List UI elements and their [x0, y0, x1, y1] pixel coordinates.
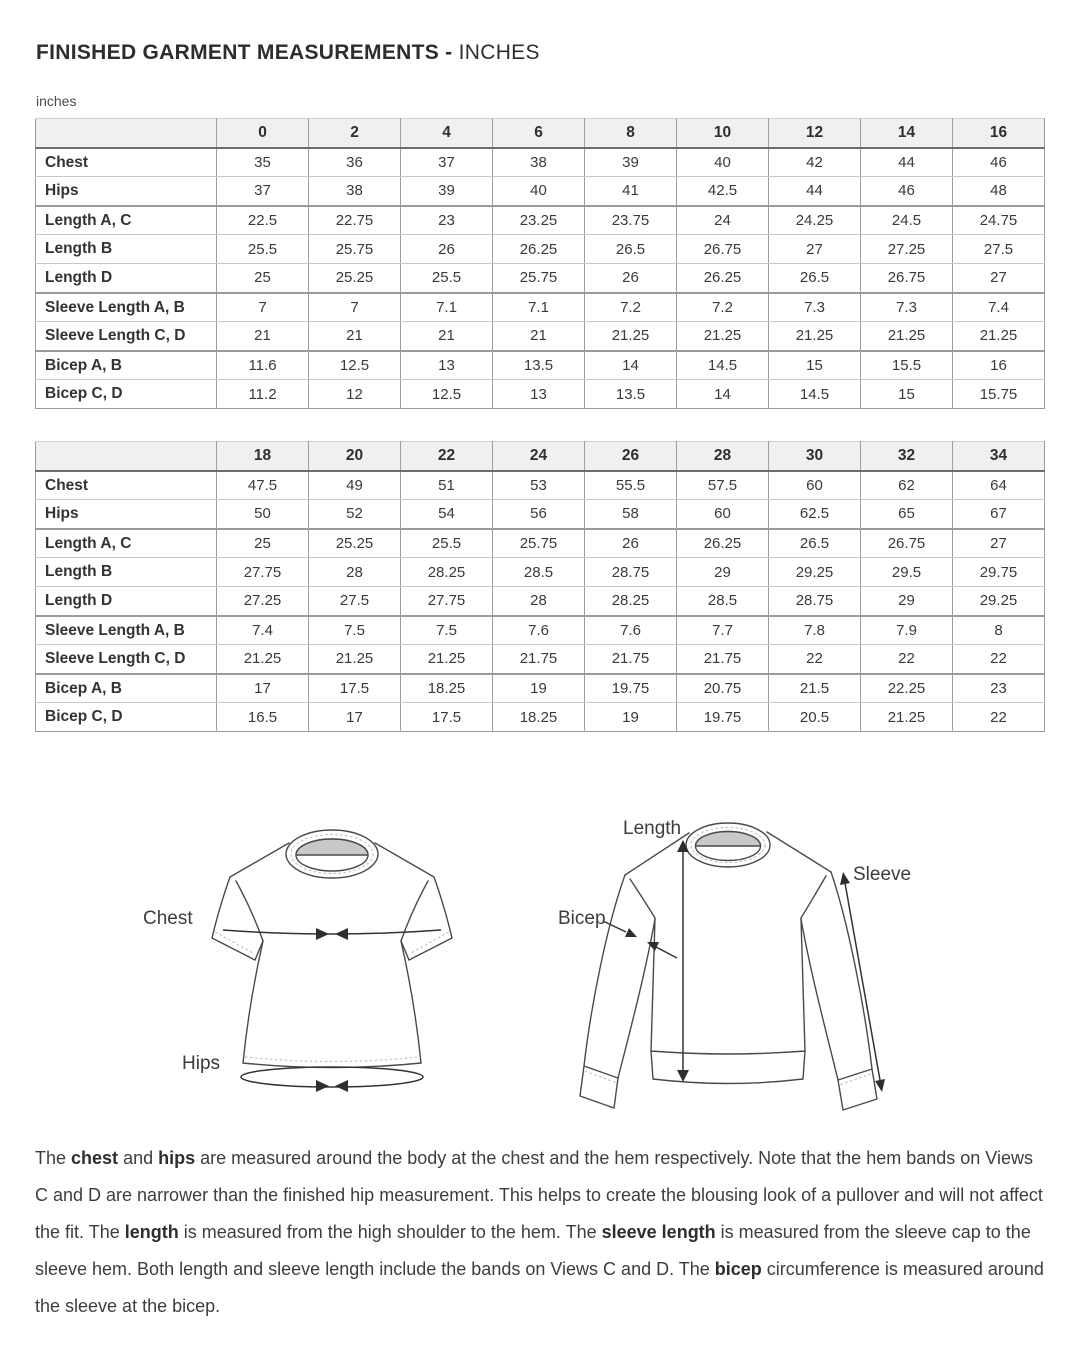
measurement-cell: 22.5	[217, 206, 309, 235]
measurement-cell: 48	[953, 177, 1045, 206]
size-column-header: 8	[585, 119, 677, 148]
measurement-cell: 26.5	[769, 264, 861, 293]
measurement-cell: 21	[401, 322, 493, 351]
measurement-cell: 27.25	[217, 587, 309, 616]
measurement-cell: 15	[769, 351, 861, 380]
measurement-cell: 26.75	[861, 529, 953, 558]
size-column-header: 26	[585, 442, 677, 471]
size-column-header: 6	[493, 119, 585, 148]
description-text: and	[118, 1148, 159, 1168]
row-label: Sleeve Length A, B	[36, 293, 217, 322]
row-label: Sleeve Length C, D	[36, 322, 217, 351]
measurement-cell: 38	[493, 148, 585, 177]
cuff-stitch-left	[585, 1071, 617, 1083]
bicep-label: Bicep	[558, 908, 606, 929]
measurement-cell: 37	[217, 177, 309, 206]
armhole-seam-right	[801, 876, 826, 918]
measurement-cell: 21.25	[309, 645, 401, 674]
measurement-cell: 18.25	[401, 674, 493, 703]
size-column-header: 0	[217, 119, 309, 148]
measurement-cell: 19.75	[677, 703, 769, 732]
hem-stitch	[245, 1057, 419, 1062]
measurement-cell: 12.5	[309, 351, 401, 380]
measurement-cell: 27	[953, 264, 1045, 293]
measurement-cell: 17	[309, 703, 401, 732]
row-label: Chest	[36, 471, 217, 500]
length-arrow	[677, 840, 689, 1082]
measurement-cell: 19	[585, 703, 677, 732]
size-column-header: 14	[861, 119, 953, 148]
measurement-cell: 26.25	[493, 235, 585, 264]
measurement-cell: 55.5	[585, 471, 677, 500]
measurement-cell: 21	[309, 322, 401, 351]
measurement-cell: 7	[217, 293, 309, 322]
measurement-cell: 64	[953, 471, 1045, 500]
measurement-cell: 29.75	[953, 558, 1045, 587]
armhole-seam-left	[630, 879, 655, 918]
description-text: is measured from the high shoulder to the hem. The	[178, 1222, 602, 1242]
table-row	[36, 351, 1045, 380]
row-label: Bicep C, D	[36, 703, 217, 732]
measurement-cell: 7.1	[493, 293, 585, 322]
measurement-cell: 21	[493, 322, 585, 351]
measurement-cell: 7.6	[585, 616, 677, 645]
measurement-cell: 25.5	[401, 529, 493, 558]
table-row	[36, 616, 1045, 645]
measurement-cell: 26.5	[769, 529, 861, 558]
measurement-cell: 28.75	[585, 558, 677, 587]
measurement-cell: 29	[861, 587, 953, 616]
size-column-header: 30	[769, 442, 861, 471]
measurement-cell: 41	[585, 177, 677, 206]
measurement-cell: 28.25	[585, 587, 677, 616]
description-text: The	[35, 1148, 72, 1168]
length-label: Length	[623, 818, 682, 839]
measurement-cell: 26.5	[585, 235, 677, 264]
measurement-cell: 7.3	[769, 293, 861, 322]
bicep-arrows	[603, 921, 677, 958]
table-row	[36, 380, 1045, 409]
measurement-cell: 58	[585, 500, 677, 529]
measurement-cell: 22	[953, 645, 1045, 674]
hem-band-top	[651, 1051, 805, 1054]
description-bold-term: hips	[158, 1148, 196, 1168]
row-label: Length A, C	[36, 206, 217, 235]
measurement-cell: 56	[493, 500, 585, 529]
measurement-cell: 21.75	[677, 645, 769, 674]
row-label: Length B	[36, 235, 217, 264]
measurement-cell: 21.25	[953, 322, 1045, 351]
measurement-cell: 7.2	[677, 293, 769, 322]
measurement-cell: 54	[401, 500, 493, 529]
measurement-cell: 7.2	[585, 293, 677, 322]
measurement-cell: 28.5	[493, 558, 585, 587]
measurement-cell: 29.5	[861, 558, 953, 587]
measurement-cell: 13	[493, 380, 585, 409]
row-label: Length A, C	[36, 529, 217, 558]
hips-label: Hips	[182, 1053, 221, 1074]
measurement-cell: 39	[585, 148, 677, 177]
row-label: Hips	[36, 177, 217, 206]
table-row	[36, 674, 1045, 703]
measurement-cell: 21.25	[861, 322, 953, 351]
measurement-cell: 21.25	[677, 322, 769, 351]
corner-cell	[36, 442, 217, 471]
measurement-cell: 7.5	[309, 616, 401, 645]
measurement-cell: 67	[953, 500, 1045, 529]
measurement-cell: 36	[309, 148, 401, 177]
size-column-header: 24	[493, 442, 585, 471]
measurement-cell: 14	[585, 351, 677, 380]
measurement-cell: 25	[217, 529, 309, 558]
table-row	[36, 471, 1045, 500]
measurement-cell: 26	[585, 529, 677, 558]
description-text: are measured around the body at the chest and the hem respectively. Note that the hem bands on Views C and D are narrower than the finished hip measurement. This helps to create the blousing look of a pullover and will not affect the fit. The	[35, 1148, 1043, 1242]
table-row	[36, 500, 1045, 529]
measurement-cell: 7.4	[217, 616, 309, 645]
description-text: circumference is measured around the sleeve at the bicep.	[35, 1259, 1044, 1316]
row-label: Sleeve Length C, D	[36, 645, 217, 674]
measurement-cell: 22.25	[861, 674, 953, 703]
measurement-cell: 39	[401, 177, 493, 206]
description-bold-term: length	[124, 1222, 179, 1242]
measurement-cell: 57.5	[677, 471, 769, 500]
tee-collar	[286, 830, 378, 878]
table-row	[36, 703, 1045, 732]
measurement-cell: 16	[953, 351, 1045, 380]
measurement-cell: 49	[309, 471, 401, 500]
page-title-bold: FINISHED GARMENT MEASUREMENTS -	[36, 41, 453, 64]
hem-band-bottom	[653, 1079, 803, 1084]
header-row	[36, 442, 1045, 471]
measurement-cell: 25.25	[309, 264, 401, 293]
measurement-cell: 62.5	[769, 500, 861, 529]
measurement-cell: 16.5	[217, 703, 309, 732]
size-column-header: 20	[309, 442, 401, 471]
measurement-cell: 21.25	[585, 322, 677, 351]
hips-measure-arrows	[241, 1067, 423, 1092]
cuff-stitch-right	[839, 1074, 871, 1085]
size-column-header: 28	[677, 442, 769, 471]
measurement-cell: 21.5	[769, 674, 861, 703]
table-row	[36, 235, 1045, 264]
measurement-cell: 24	[677, 206, 769, 235]
description-bold-term: chest	[71, 1148, 119, 1168]
size-column-header: 18	[217, 442, 309, 471]
row-label: Bicep C, D	[36, 380, 217, 409]
table-row	[36, 587, 1045, 616]
measurement-cell: 40	[493, 177, 585, 206]
measurement-cell: 37	[401, 148, 493, 177]
size-column-header: 12	[769, 119, 861, 148]
measurement-cell: 21.25	[401, 645, 493, 674]
measurement-cell: 17.5	[401, 703, 493, 732]
measurement-cell: 25	[217, 264, 309, 293]
measurement-cell: 25.75	[493, 529, 585, 558]
measurement-cell: 27	[769, 235, 861, 264]
hips-measure-ellipse	[241, 1067, 423, 1087]
measurement-cell: 62	[861, 471, 953, 500]
measurement-cell: 25.5	[217, 235, 309, 264]
measurement-cell: 11.6	[217, 351, 309, 380]
tee-front-diagram	[195, 828, 465, 1113]
units-label: inches	[36, 93, 77, 109]
row-label: Length D	[36, 587, 217, 616]
measurement-cell: 44	[861, 148, 953, 177]
measurement-cell: 14.5	[769, 380, 861, 409]
measurement-cell: 26.25	[677, 529, 769, 558]
measurement-cell: 26	[401, 235, 493, 264]
measurement-cell: 18.25	[493, 703, 585, 732]
measurement-cell: 19.75	[585, 674, 677, 703]
table-row	[36, 322, 1045, 351]
sweatshirt-collar	[686, 823, 770, 867]
chest-measure-arrows	[223, 928, 441, 940]
size-column-header: 22	[401, 442, 493, 471]
measurement-cell: 27	[953, 529, 1045, 558]
measurement-cell: 11.2	[217, 380, 309, 409]
measurement-cell: 27.5	[309, 587, 401, 616]
sleeve-arrow	[840, 872, 885, 1092]
measurement-cell: 21.25	[769, 322, 861, 351]
measurement-cell: 15.5	[861, 351, 953, 380]
measurement-cell: 7.4	[953, 293, 1045, 322]
measurement-cell: 52	[309, 500, 401, 529]
measurement-cell: 60	[769, 471, 861, 500]
measurement-cell: 21	[217, 322, 309, 351]
measurement-cell: 7.7	[677, 616, 769, 645]
measurement-cell: 22	[769, 645, 861, 674]
measurement-cell: 26.75	[677, 235, 769, 264]
size-column-header: 32	[861, 442, 953, 471]
measurement-cell: 22.75	[309, 206, 401, 235]
measurement-cell: 20.5	[769, 703, 861, 732]
sweatshirt-front-diagram	[555, 815, 905, 1115]
row-label: Bicep A, B	[36, 674, 217, 703]
measurement-cell: 7.8	[769, 616, 861, 645]
measurement-cell: 23.75	[585, 206, 677, 235]
measurement-cell: 46	[861, 177, 953, 206]
measurement-cell: 8	[953, 616, 1045, 645]
measurement-cell: 27.5	[953, 235, 1045, 264]
table-row	[36, 529, 1045, 558]
measurement-cell: 15.75	[953, 380, 1045, 409]
row-label: Length B	[36, 558, 217, 587]
measurement-cell: 25.75	[493, 264, 585, 293]
table-row	[36, 558, 1045, 587]
measurement-cell: 23	[401, 206, 493, 235]
measurement-cell: 40	[677, 148, 769, 177]
measurement-cell: 7.6	[493, 616, 585, 645]
measurement-cell: 28.5	[677, 587, 769, 616]
measurement-cell: 14.5	[677, 351, 769, 380]
description-bold-term: sleeve length	[601, 1222, 716, 1242]
measurement-cell: 20.75	[677, 674, 769, 703]
measurement-cell: 7.3	[861, 293, 953, 322]
measurement-cell: 17	[217, 674, 309, 703]
size-column-header: 4	[401, 119, 493, 148]
measurement-cell: 27.75	[401, 587, 493, 616]
measurement-cell: 42	[769, 148, 861, 177]
page-title-regular: INCHES	[458, 41, 540, 64]
size-table-small-sizes	[35, 118, 1045, 409]
description	[35, 1140, 1050, 1325]
measurement-cell: 26	[585, 264, 677, 293]
chest-label: Chest	[143, 908, 193, 929]
measurement-cell: 19	[493, 674, 585, 703]
measurement-cell: 25.75	[309, 235, 401, 264]
measurement-cell: 53	[493, 471, 585, 500]
measurement-cell: 12.5	[401, 380, 493, 409]
measurement-cell: 28	[309, 558, 401, 587]
size-column-header: 2	[309, 119, 401, 148]
measurement-cell: 29.25	[953, 587, 1045, 616]
measurement-cell: 7.5	[401, 616, 493, 645]
measurement-cell: 21.75	[493, 645, 585, 674]
measurement-cell: 38	[309, 177, 401, 206]
measurement-cell: 7	[309, 293, 401, 322]
measurement-cell: 25.25	[309, 529, 401, 558]
sweatshirt-body-outline	[580, 832, 877, 1110]
cuff-right	[838, 1069, 877, 1110]
measurement-cell: 47.5	[217, 471, 309, 500]
measurement-cell: 27.25	[861, 235, 953, 264]
measurement-cell: 21.75	[585, 645, 677, 674]
measurement-cell: 15	[861, 380, 953, 409]
measurement-cell: 60	[677, 500, 769, 529]
corner-cell	[36, 119, 217, 148]
measurement-cell: 28.75	[769, 587, 861, 616]
measurement-cell: 24.75	[953, 206, 1045, 235]
measurement-cell: 27.75	[217, 558, 309, 587]
row-label: Length D	[36, 264, 217, 293]
measurement-cell: 24.5	[861, 206, 953, 235]
measurement-cell: 44	[769, 177, 861, 206]
measurement-cell: 50	[217, 500, 309, 529]
measurement-cell: 21.25	[861, 703, 953, 732]
measurement-cell: 14	[677, 380, 769, 409]
measurement-cell: 35	[217, 148, 309, 177]
measurement-cell: 25.5	[401, 264, 493, 293]
table-row	[36, 148, 1045, 177]
cuff-left	[580, 1066, 618, 1108]
measurement-cell: 13.5	[585, 380, 677, 409]
measurement-cell: 29	[677, 558, 769, 587]
description-text: is measured from the sleeve cap to the sleeve hem. Both length and sleeve length include the bands on Views C and D. The	[35, 1222, 1031, 1279]
size-column-header: 34	[953, 442, 1045, 471]
size-table-large-sizes	[35, 441, 1045, 732]
measurement-cell: 23.25	[493, 206, 585, 235]
table-row	[36, 206, 1045, 235]
header-row	[36, 119, 1045, 148]
row-label: Chest	[36, 148, 217, 177]
table-row	[36, 264, 1045, 293]
measurement-cell: 7.1	[401, 293, 493, 322]
measurement-cell: 65	[861, 500, 953, 529]
table-row	[36, 293, 1045, 322]
measurement-cell: 13.5	[493, 351, 585, 380]
measurement-cell: 29.25	[769, 558, 861, 587]
measurement-cell: 22	[861, 645, 953, 674]
measurement-cell: 46	[953, 148, 1045, 177]
chest-measure-line	[223, 930, 441, 934]
measurement-cell: 26.75	[861, 264, 953, 293]
measurement-cell: 17.5	[309, 674, 401, 703]
size-column-header: 16	[953, 119, 1045, 148]
description-bold-term: bicep	[714, 1259, 762, 1279]
row-label: Hips	[36, 500, 217, 529]
measurement-cell: 28.25	[401, 558, 493, 587]
measurement-cell: 23	[953, 674, 1045, 703]
measurement-cell: 42.5	[677, 177, 769, 206]
page-title	[36, 41, 540, 65]
measurement-cell: 22	[953, 703, 1045, 732]
measurement-cell: 7.9	[861, 616, 953, 645]
table-row	[36, 177, 1045, 206]
measurement-cell: 51	[401, 471, 493, 500]
row-label: Sleeve Length A, B	[36, 616, 217, 645]
sleeve-label: Sleeve	[853, 864, 912, 885]
measurement-cell: 13	[401, 351, 493, 380]
table-row	[36, 645, 1045, 674]
measurement-cell: 21.25	[217, 645, 309, 674]
size-column-header: 10	[677, 119, 769, 148]
measurement-cell: 28	[493, 587, 585, 616]
measurement-cell: 26.25	[677, 264, 769, 293]
measurement-cell: 12	[309, 380, 401, 409]
row-label: Bicep A, B	[36, 351, 217, 380]
measurement-cell: 24.25	[769, 206, 861, 235]
